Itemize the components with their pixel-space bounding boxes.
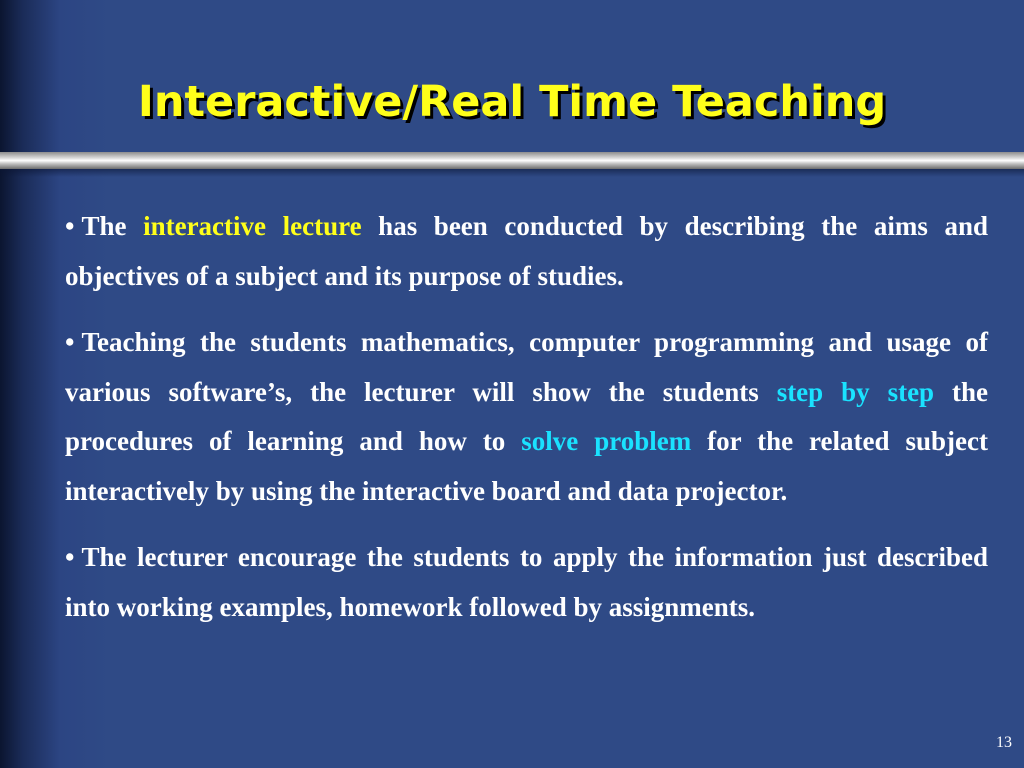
bullet-text-segment: The — [81, 211, 144, 241]
slide-title: Interactive/Real Time Teaching — [137, 77, 887, 127]
highlighted-term: solve problem — [521, 426, 692, 456]
bullet-text-segment: the procedures of learning and how to — [65, 376, 989, 456]
title-divider — [0, 152, 1024, 169]
title-divider-shadow — [0, 169, 1024, 177]
slide-number: 13 — [996, 734, 1012, 751]
bullet-text-segment: for the related subject interactively by using the interactive board and data projector. — [65, 426, 988, 506]
highlighted-term: step by step — [776, 376, 935, 407]
bullet-item — [65, 318, 988, 516]
bullet-text-segment: Teaching the students mathematics, computer programming and usage of various software’s, the lecturer will show the students — [65, 327, 988, 407]
bullet-item — [65, 202, 988, 301]
bullet-list — [65, 202, 988, 649]
bullet-icon: • — [65, 327, 75, 357]
bullet-icon: • — [65, 542, 75, 572]
bullet-item — [65, 533, 988, 632]
bullet-text-segment: has been conducted by describing the aims and objectives of a subject and its purpose of studies. — [65, 211, 988, 291]
highlighted-term: interactive lecture — [143, 211, 362, 241]
bullet-icon: • — [65, 211, 75, 241]
bullet-text-segment: The lecturer encourage the students to apply the information just described into working examples, homework followed by assignments. — [65, 542, 988, 622]
